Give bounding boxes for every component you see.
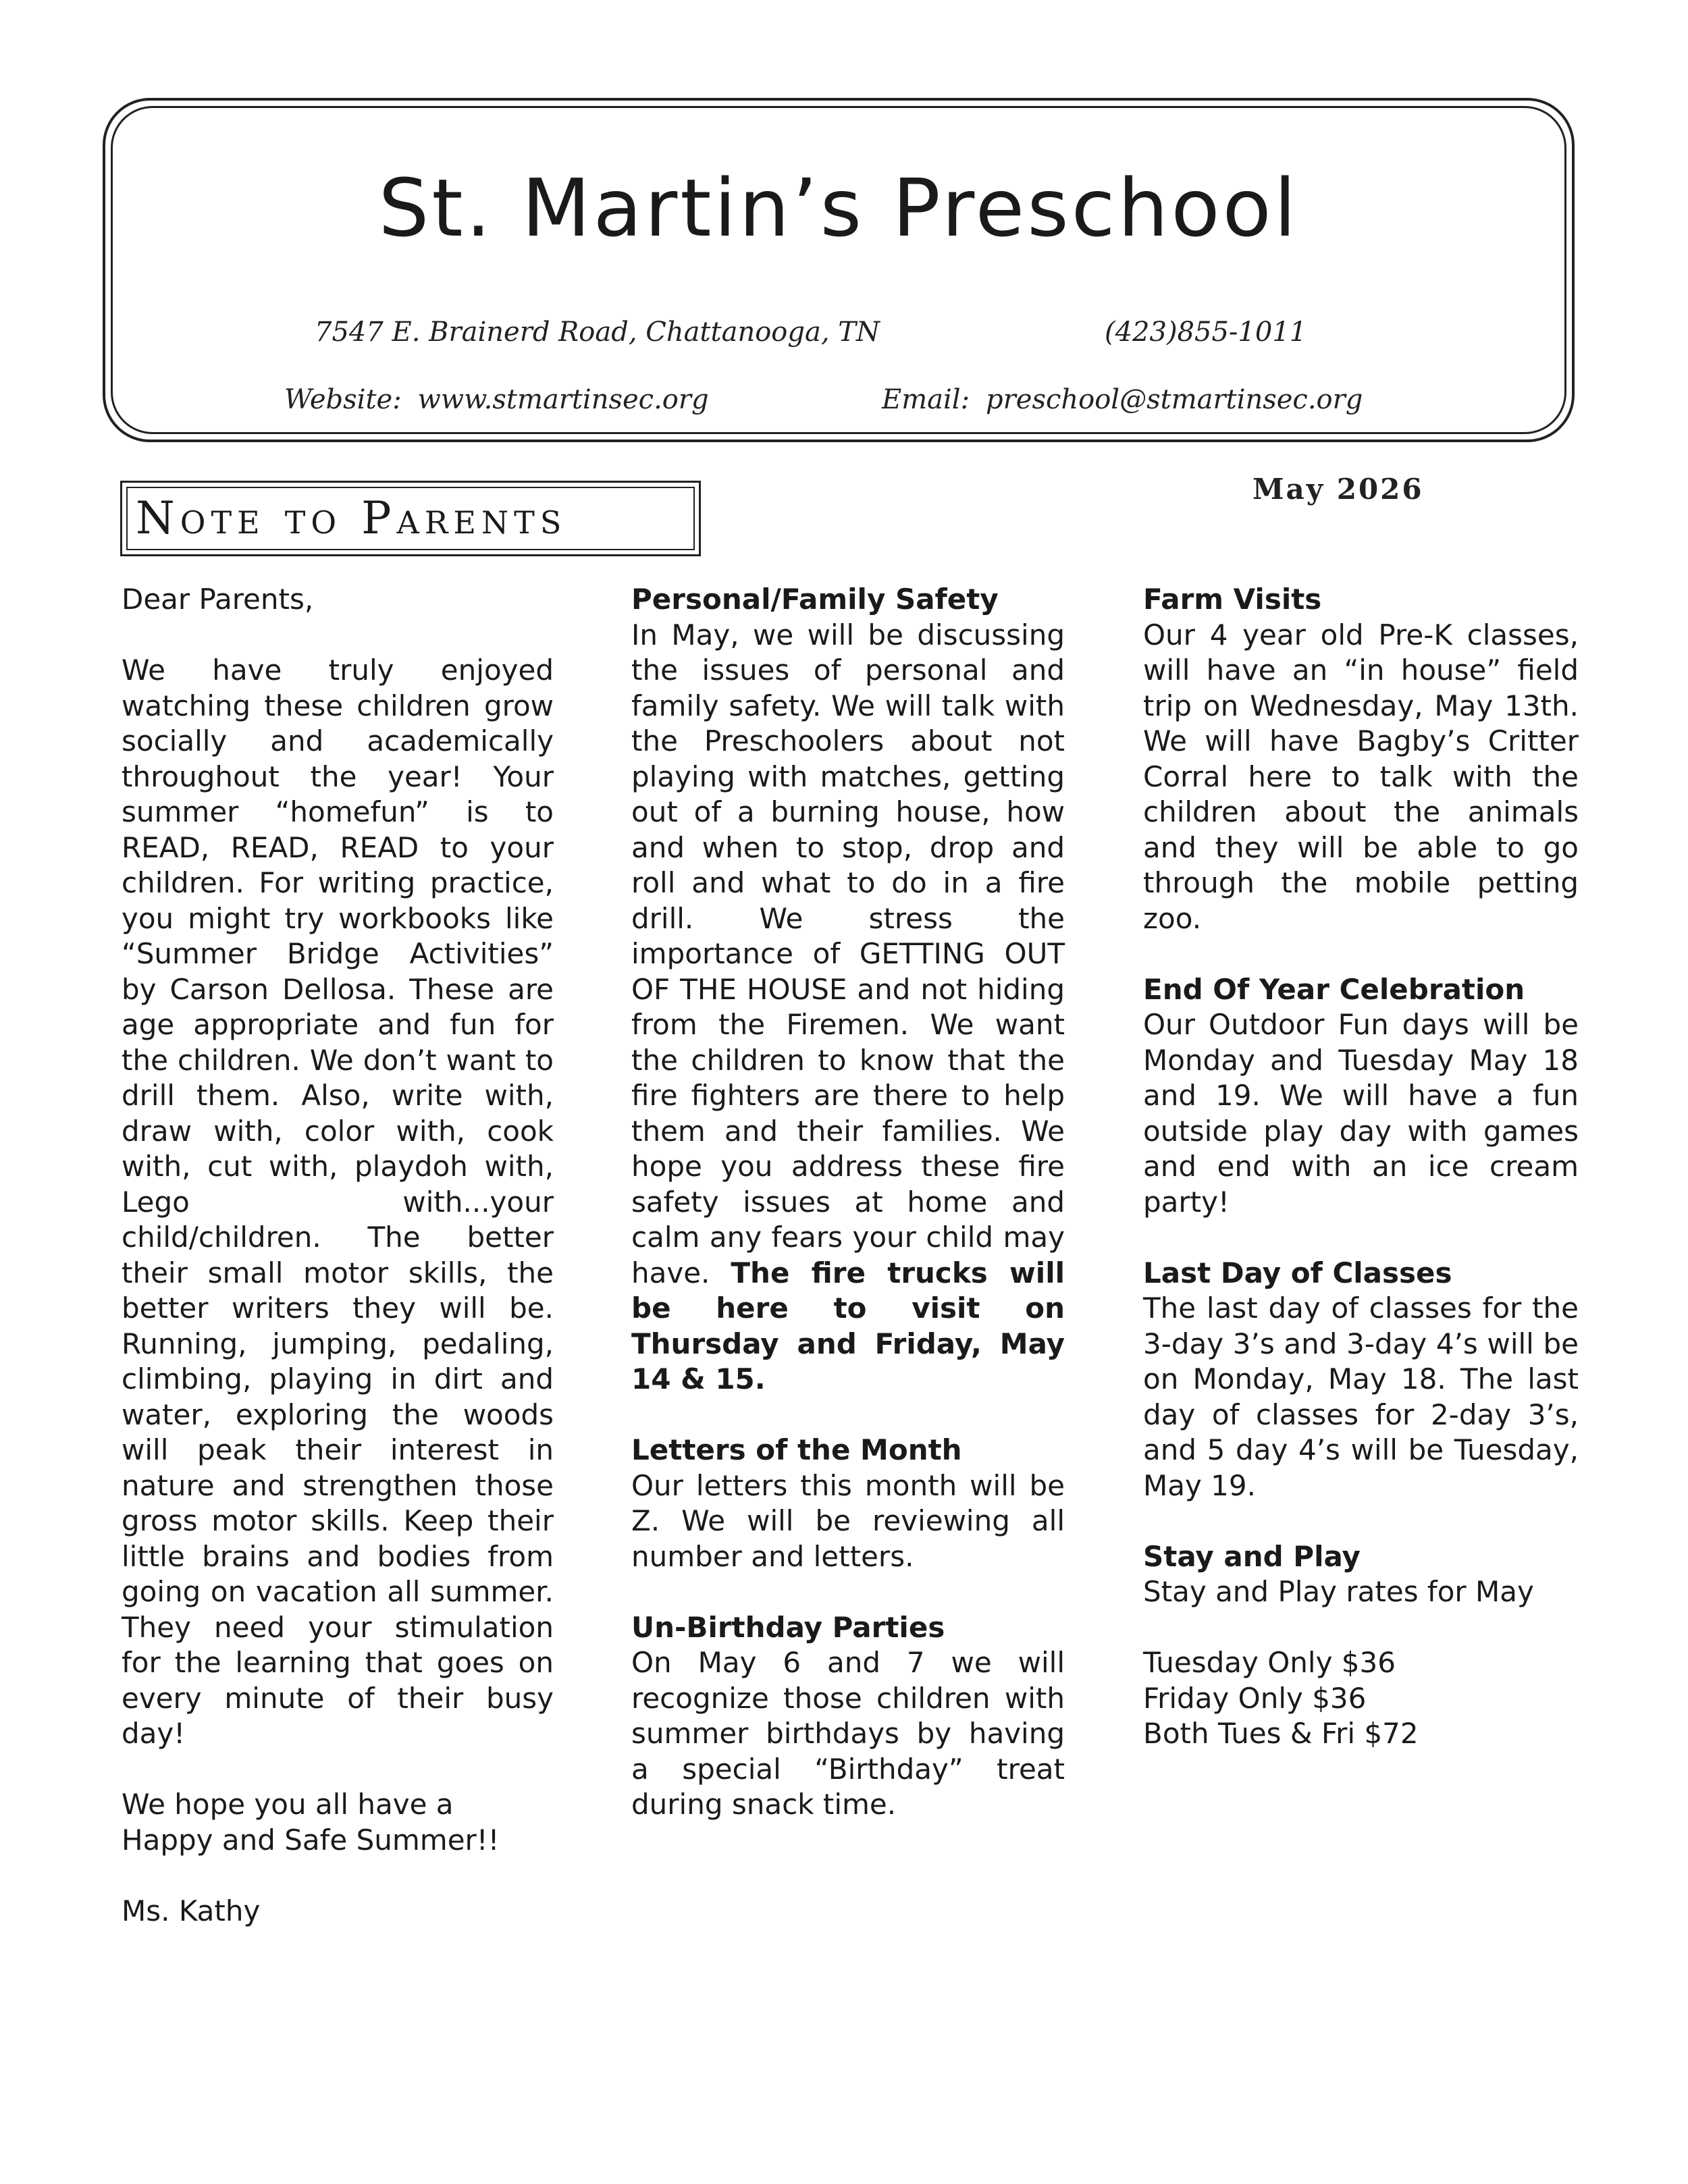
letter-column [122, 582, 554, 1965]
middle-column [631, 582, 1065, 1858]
letters-heading: Letters of the Month [631, 1433, 962, 1466]
letters-section [631, 1433, 1065, 1574]
letter-closing: We hope you all have a Happy and Safe Summer!! [122, 1788, 500, 1857]
safety-heading: Personal/Family Safety [631, 583, 999, 616]
safety-text: In May, we will be discussing the issues of personal and family safety. We will talk with the Preschoolers about not playing with matches, getting out of a burning house, how and when to stop, drop and roll and what to do in a fire drill. We stress the importance of GETTING OUT OF THE HOUSE and not hiding from the Firemen. We want the children to know that the fire fighters are there to help them and their families. We hope you address these fire safety issues at home and calm any fears your child may have. [631, 618, 1065, 1289]
celebration-body: Our Outdoor Fun days will be Monday and Tuesday May 18 and 19. We will have a fun outside play day with games and end with an ice cream party! [1143, 1008, 1579, 1219]
email-label: Email: [882, 384, 970, 415]
unbirthday-body: On May 6 and 7 we will recognize those children with summer birthdays by having a special “Birthday” treat during snack time. [631, 1646, 1065, 1821]
school-phone: (423)855-1011 [1105, 317, 1307, 348]
safety-bold-text: The fire trucks will be here to visit on Thursday and Friday, May 14 & 15. [631, 1256, 1065, 1395]
website-link[interactable]: www.stmartinsec.org [417, 384, 709, 415]
header-box [103, 98, 1575, 442]
letter-signature: Ms. Kathy [122, 1894, 261, 1927]
right-column [1143, 582, 1579, 1787]
unbirthday-section [631, 1610, 1065, 1823]
school-address: 7547 E. Brainerd Road, Chattanooga, TN [315, 317, 880, 348]
rate-friday: Friday Only $36 [1143, 1681, 1367, 1715]
newsletter-date: May 2026 [1252, 473, 1424, 506]
letter-body: We have truly enjoyed watching these children grow socially and academically throughout the year! Your summer “homefun” is to READ, READ, READ to your children. For writing practice, you might try workbooks like “Summer Bridge Activities” by Carson Dellosa. These are age appropriate and fun for the children. We don’t want to drill them. Also, write with, draw with, color with, cook with, cut with, playdoh with, Lego with...your child/children. The better their small motor skills, the better writers they will be. Running, jumping, pedaling, climbing, playing in dirt and water, exploring the woods will peak their interest in nature and strengthen those gross motor skills. Keep their little brains and bodies from going on vacation all summer. They need your stimulation for the learning that goes on every minute of their busy day! [122, 654, 554, 1750]
lastday-heading: Last Day of Classes [1143, 1256, 1452, 1289]
stayplay-intro: Stay and Play rates for May [1143, 1575, 1534, 1608]
farm-heading: Farm Visits [1143, 583, 1322, 616]
stayplay-heading: Stay and Play [1143, 1539, 1361, 1573]
unbirthday-heading: Un-Birthday Parties [631, 1610, 945, 1644]
farm-section [1143, 582, 1579, 936]
celebration-heading: End Of Year Celebration [1143, 972, 1525, 1006]
safety-body [631, 618, 1065, 1397]
letter-greeting: Dear Parents, [122, 583, 314, 616]
safety-section [631, 582, 1065, 1397]
stayplay-spacer [1143, 1610, 1579, 1646]
website-label: Website: [284, 384, 402, 415]
letters-body: Our letters this month will be Z. We will be reviewing all number and letters. [631, 1468, 1065, 1573]
rate-both: Both Tues & Fri $72 [1143, 1717, 1419, 1750]
rate-tuesday: Tuesday Only $36 [1143, 1646, 1396, 1679]
stayplay-section [1143, 1539, 1579, 1752]
website-line [284, 384, 709, 415]
email-link[interactable]: preschool@stmartinsec.org [986, 384, 1363, 415]
email-line [882, 384, 1363, 415]
note-to-parents-banner [120, 481, 701, 556]
lastday-body: The last day of classes for the 3-day 3’s and 3-day 4’s will be on Monday, May 18. The last day of classes for 2-day 3’s, and 5 day 4’s will be Tuesday, May 19. [1143, 1291, 1579, 1502]
celebration-section [1143, 972, 1579, 1221]
farm-body: Our 4 year old Pre-K classes, will have an “in house” field trip on Wednesday, May 13th. We will have Bagby’s Critter Corral here to talk with the children about the animals and they will be able to go through the mobile petting zoo. [1143, 618, 1579, 935]
banner-title: Note to Parents [136, 492, 567, 544]
school-title: St. Martin’s Preschool [378, 161, 1299, 255]
lastday-section [1143, 1256, 1579, 1504]
